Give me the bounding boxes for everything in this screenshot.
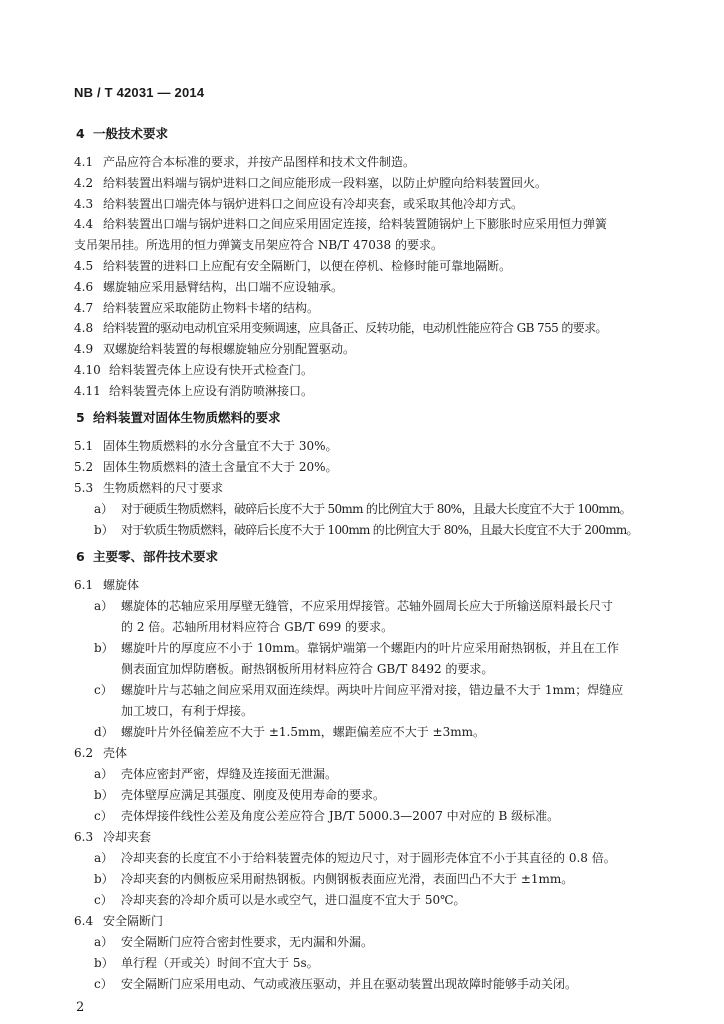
list-marker: c）	[94, 893, 113, 907]
list-marker: a）	[94, 599, 114, 613]
list-text: 安全隔断门应符合密封性要求，无内漏和外漏。	[121, 935, 374, 949]
list-text: 冷却夹套的内侧板应采用耐热钢板。内侧钢板表面应光滑，表面凹凸不大于 ±1mm。	[121, 872, 574, 886]
clause-number: 4.10	[74, 363, 101, 377]
clause-text: 给料装置壳体上应设有快开式检查门。	[109, 363, 314, 377]
clause-text: 固体生物质燃料的渣土含量宜不大于 20%。	[103, 460, 338, 474]
clause-text: 双螺旋给料装置的每根螺旋轴应分别配置驱动。	[103, 342, 356, 356]
list-text: 壳体焊接件线性公差及角度公差应符合 JB/T 5000.3—2007 中对应的 B 级标准。	[121, 809, 560, 823]
clause-number: 5.3	[74, 481, 94, 495]
list-text: 冷却夹套的冷却介质可以是水或空气，进口温度不宜大于 50℃。	[121, 893, 466, 907]
clause-number: 4.4	[74, 217, 94, 231]
clause-text: 给料装置壳体上应设有消防喷淋接口。	[109, 384, 314, 398]
clause-title: 冷却夹套	[103, 830, 152, 844]
clause-number: 6.2	[74, 746, 94, 760]
clause-number: 6.1	[74, 578, 94, 592]
list-marker: a）	[94, 767, 114, 781]
clause-number: 5.2	[74, 460, 94, 474]
section-number: 4	[76, 126, 85, 141]
list-text: 壳体应密封严密，焊缝及连接面无泄漏。	[121, 767, 338, 781]
clause-text: 支吊架吊挂。所选用的恒力弹簧支吊架应符合 NB/T 47038 的要求。	[74, 238, 443, 252]
list-marker: b）	[94, 641, 114, 655]
section-number: 5	[76, 410, 85, 425]
list-text: 对于软质生物质燃料，破碎后长度不大于 100mm 的比例宜大于 80%，且最大长度宜不大于 200mm。	[121, 523, 638, 537]
list-marker: a）	[94, 935, 114, 949]
list-text: 螺旋叶片的厚度应不小于 10mm。靠锅炉端第一个螺距内的叶片应采用耐热钢板，并且在工作	[121, 641, 619, 655]
clause-text: 生物质燃料的尺寸要求	[103, 481, 224, 495]
clause-text: 给料装置出口端与锅炉进料口之间应采用固定连接，给料装置随锅炉上下膨胀时应采用恒力弹簧	[103, 217, 608, 231]
list-text: 加工坡口，有利于焊接。	[121, 704, 254, 718]
clause-number: 4.8	[74, 321, 94, 335]
list-text: 单行程（开或关）时间不宜大于 5s。	[121, 956, 319, 970]
list-text: 螺旋体的芯轴应采用厚壁无缝管，不应采用焊接管。芯轴外圆周长应大于所输送原料最长尺寸	[121, 599, 614, 613]
list-marker: c）	[94, 809, 113, 823]
clause-text: 给料装置出料端与锅炉进料口之间应能形成一段料塞，以防止炉膛向给料装置回火。	[103, 176, 548, 190]
clause-number: 4.5	[74, 259, 94, 273]
clause-title: 螺旋体	[103, 578, 140, 592]
list-text: 螺旋叶片与芯轴之间应采用双面连续焊。两块叶片间应平滑对接，错边量不大于 1mm；焊缝应	[121, 683, 624, 697]
list-marker: b）	[94, 788, 114, 802]
clause-text: 给料装置的驱动电动机宜采用变频调速，应具备正、反转功能，电动机性能应符合 GB 755 的要求。	[103, 321, 607, 335]
clause-number: 4.1	[74, 155, 94, 169]
clause-number: 6.3	[74, 830, 94, 844]
section-title: 一般技术要求	[93, 126, 169, 141]
clause-title: 安全隔断门	[103, 914, 164, 928]
clause-text: 给料装置出口端壳体与锅炉进料口之间应设有冷却夹套，或采取其他冷却方式。	[103, 197, 524, 211]
section-title: 主要零、部件技术要求	[93, 549, 219, 564]
clause-text: 给料装置应采取能防止物料卡堵的结构。	[103, 301, 320, 315]
list-marker: b）	[94, 872, 114, 886]
list-text: 侧表面宜加焊防磨板。耐热钢板所用材料应符合 GB/T 8492 的要求。	[121, 662, 494, 676]
list-marker: a）	[94, 851, 114, 865]
list-marker: d）	[94, 725, 114, 739]
clause-text: 固体生物质燃料的水分含量宜不大于 30%。	[103, 439, 338, 453]
list-text: 安全隔断门应采用电动、气动或液压驱动，并且在驱动装置出现故障时能够手动关闭。	[121, 977, 578, 991]
section-title: 给料装置对固体生物质燃料的要求	[93, 410, 281, 425]
clause-text: 给料装置的进料口上应配有安全隔断门，以便在停机、检修时能可靠地隔断。	[103, 259, 512, 273]
standard-code-header: NB / T 42031 — 2014	[74, 85, 205, 100]
list-text: 的 2 倍。芯轴所用材料应符合 GB/T 699 的要求。	[121, 620, 394, 634]
list-text: 冷却夹套的长度宜不小于给料装置壳体的短边尺寸，对于圆形壳体宜不小于其直径的 0.8 倍。	[121, 851, 616, 865]
list-marker: b）	[94, 523, 114, 537]
list-marker: b）	[94, 956, 114, 970]
list-text: 螺旋叶片外径偏差应不大于 ±1.5mm，螺距偏差应不大于 ±3mm。	[121, 725, 485, 739]
list-marker: a）	[94, 502, 114, 516]
list-text: 对于硬质生物质燃料，破碎后长度不大于 50mm 的比例宜大于 80%，且最大长度宜不大于 100mm。	[121, 502, 631, 516]
clause-number: 6.4	[74, 914, 94, 928]
clause-number: 4.3	[74, 197, 94, 211]
clause-number: 4.6	[74, 280, 94, 294]
clause-text: 产品应符合本标准的要求，并按产品图样和技术文件制造。	[103, 155, 416, 169]
clause-number: 4.9	[74, 342, 94, 356]
clause-number: 4.11	[74, 384, 101, 398]
clause-number: 4.2	[74, 176, 94, 190]
section-number: 6	[76, 549, 85, 564]
list-marker: c）	[94, 977, 113, 991]
clause-title: 壳体	[103, 746, 128, 760]
clause-text: 螺旋轴应采用悬臂结构，出口端不应设轴承。	[103, 280, 344, 294]
list-text: 壳体壁厚应满足其强度、刚度及使用寿命的要求。	[121, 788, 386, 802]
clause-number: 5.1	[74, 439, 94, 453]
page-number: 2	[76, 1000, 85, 1015]
clause-number: 4.7	[74, 301, 94, 315]
list-marker: c）	[94, 683, 113, 697]
